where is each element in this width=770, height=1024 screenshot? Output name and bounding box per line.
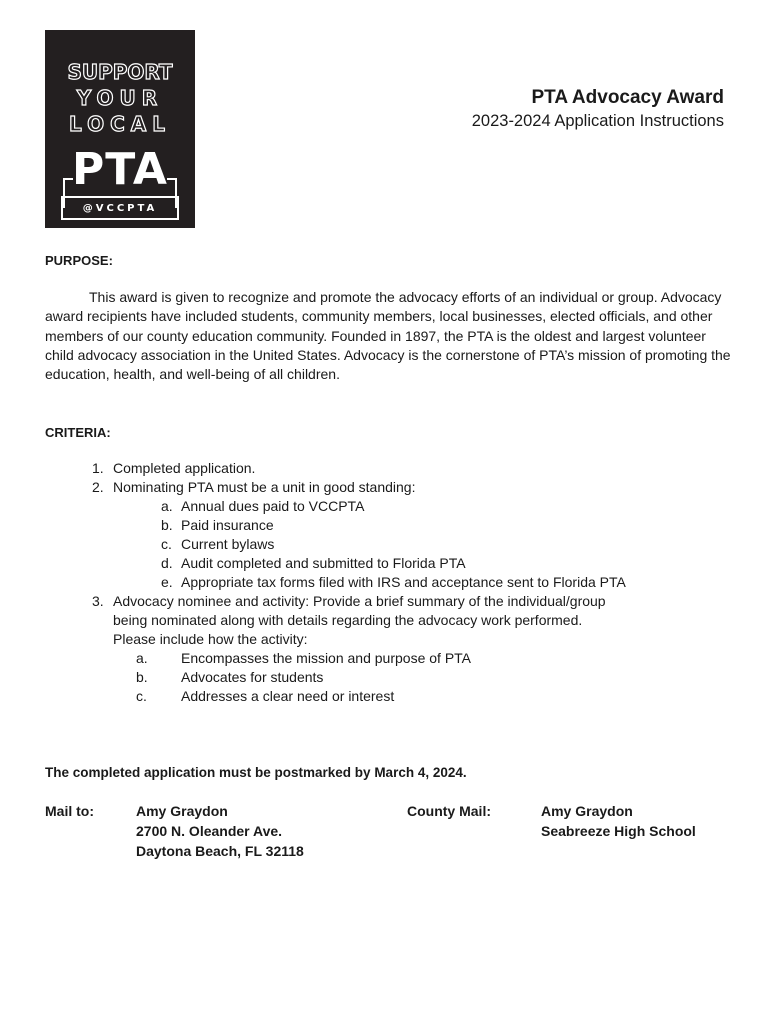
purpose-text: This award is given to recognize and promote the advocacy efforts of an individual or group. Advocacy award recipients have included students, community members, local businesses, elected officials, and other members of our county education community. Founded in 1897, the PTA is the oldest and largest volunteer child advocacy association in the United States. Advocacy is the cornerstone of PTA’s mission of promoting the education, health, and well-being of all children. [45, 289, 731, 383]
page-subtitle: 2023-2024 Application Instructions [471, 112, 724, 130]
county-mail-recipient-name: Amy Graydon [541, 803, 633, 819]
list-number: 2. [92, 479, 104, 495]
criteria-item-3-line1: Advocacy nominee and activity: Provide a brief summary of the individual/group [113, 593, 606, 609]
criteria-item-1-text: Completed application. [113, 460, 256, 476]
sub-item-text: Annual dues paid to VCCPTA [181, 498, 365, 514]
sub-item-text: Current bylaws [181, 536, 275, 552]
sub-letter: a. [161, 498, 173, 514]
criteria-item-2 [92, 478, 104, 497]
logo-handle-box [61, 196, 179, 220]
purpose-heading: PURPOSE: [45, 253, 113, 268]
logo-your-text: YOUR [76, 86, 164, 110]
sub-item-text: Encompasses the mission and purpose of PTA [181, 650, 472, 666]
mail-city: Daytona Beach, FL 32118 [136, 843, 304, 859]
criteria-item-3-line2: being nominated along with details regarding the advocacy work performed. [113, 612, 583, 628]
logo-pta-box [65, 144, 175, 196]
county-mail-label: County Mail: [407, 803, 491, 819]
county-mail-school: Seabreeze High School [541, 823, 696, 839]
sub-item-text: Audit completed and submitted to Florida PTA [181, 555, 466, 571]
page-title: PTA Advocacy Award [531, 87, 724, 108]
criteria-item-3-line3: Please include how the activity: [113, 631, 308, 647]
logo-frame-left [63, 178, 73, 208]
list-number: 1. [92, 460, 104, 476]
logo-local-text: LOCAL [69, 112, 171, 136]
sub-letter: b. [136, 669, 148, 685]
purpose-paragraph [45, 288, 735, 384]
sub-letter: c. [161, 536, 172, 552]
sub-letter: a. [136, 650, 148, 666]
logo-handle-text: @VCCPTA [82, 202, 158, 214]
mail-to-label: Mail to: [45, 803, 94, 819]
logo-pta-text: PTA [72, 144, 168, 195]
deadline-notice: The completed application must be postmarked by March 4, 2024. [45, 765, 467, 780]
criteria-item-2-text: Nominating PTA must be a unit in good standing: [113, 479, 416, 495]
criteria-item-3 [92, 592, 104, 611]
sub-letter: b. [161, 517, 173, 533]
mail-street: 2700 N. Oleander Ave. [136, 823, 283, 839]
sub-letter: c. [136, 688, 147, 704]
criteria-item-1 [92, 459, 104, 478]
mail-recipient-name: Amy Graydon [136, 803, 228, 819]
sub-letter: d. [161, 555, 173, 571]
list-number: 3. [92, 593, 104, 609]
mail-to-address [136, 801, 304, 861]
sub-item-text: Addresses a clear need or interest [181, 688, 395, 704]
logo-support-text: SUPPORT [67, 60, 173, 84]
county-mail-address [541, 801, 696, 841]
sub-item-text: Paid insurance [181, 517, 274, 533]
sub-letter: e. [161, 574, 173, 590]
logo-frame-right [167, 178, 177, 208]
pta-logo [45, 30, 195, 228]
criteria-heading: CRITERIA: [45, 425, 111, 440]
sub-item-text: Advocates for students [181, 669, 324, 685]
sub-item-text: Appropriate tax forms filed with IRS and acceptance sent to Florida PTA [181, 574, 626, 590]
